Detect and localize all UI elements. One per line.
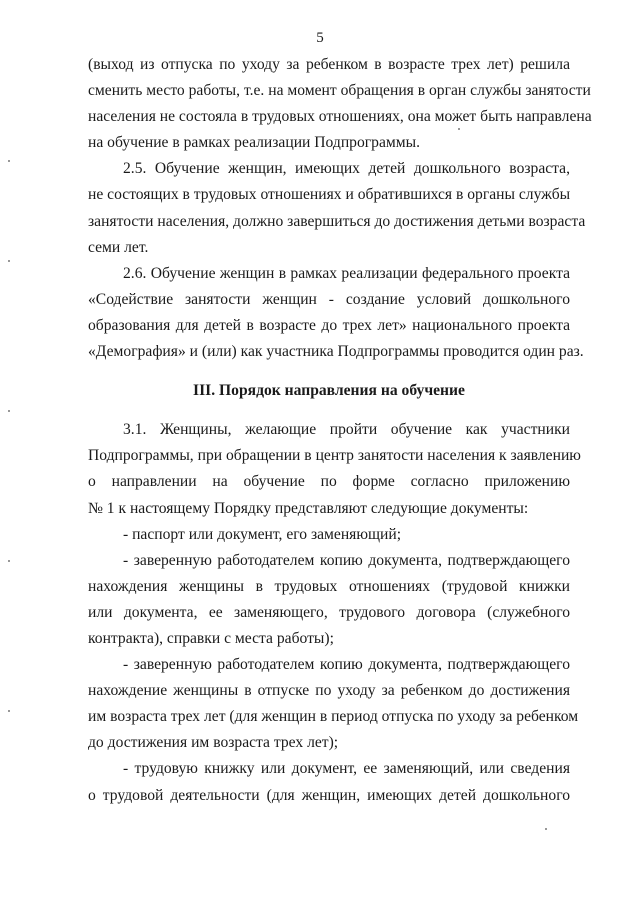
paragraph-2-5 [88, 156, 586, 260]
scan-speck [8, 560, 10, 562]
scan-speck [8, 410, 10, 412]
scan-speck [8, 710, 10, 712]
scan-speck [8, 160, 10, 162]
paragraph-continuation [88, 52, 592, 156]
text-line: до достижения им возраста трех лет); [88, 734, 339, 752]
text-line: «Демография» и (или) как участника Подпрограммы проводится один раз. [88, 343, 584, 361]
list-item-employment-copy [88, 548, 570, 652]
scan-speck [545, 828, 547, 830]
text-line: 3.1. Женщины, желающие пройти обучение как участники [123, 421, 570, 439]
spacer [88, 404, 570, 417]
text-line: занятости населения, должно завершиться до достижения детьми возраста [88, 212, 586, 230]
text-line: контракта), справки с места работы); [88, 629, 334, 647]
text-line: - трудовую книжку или документ, ее заменяющий, или сведения [123, 760, 570, 778]
scan-speck [458, 128, 460, 130]
text-line: (выход из отпуска по уходу за ребенком в возрасте трех лет) решила [88, 56, 570, 73]
list-item-workbook [88, 756, 570, 808]
text-line: образования для детей в возрасте до трех лет» национального проекта [88, 316, 570, 334]
text-line: населения не состояла в трудовых отношениях, она может быть направлена [88, 108, 592, 126]
text-line: «Содействие занятости женщин - создание условий дошкольного [88, 290, 570, 308]
paragraph-3-1 [88, 417, 581, 521]
text-line: семи лет. [88, 238, 149, 256]
spacer [88, 365, 570, 378]
text-line: - заверенную работодателем копию документа, подтверждающего [123, 551, 570, 569]
section-heading: III. Порядок направления на обучение [193, 382, 465, 400]
text-line: - паспорт или документ, его заменяющий; [123, 525, 402, 543]
scan-speck [8, 260, 10, 262]
text-line: № 1 к настоящему Порядку представляют следующие документы: [88, 499, 529, 517]
text-line: нахождения женщины в трудовых отношениях (трудовой книжки [88, 577, 570, 595]
text-line: о направлении на обучение по форме согласно приложению [88, 473, 570, 491]
text-line: на обучение в рамках реализации Подпрограммы. [88, 134, 420, 152]
text-line: - заверенную работодателем копию документа, подтверждающего [123, 656, 570, 674]
text-line: о трудовой деятельности (для женщин, имеющих детей дошкольного [88, 786, 570, 804]
text-line: не состоящих в трудовых отношениях и обратившихся в органы службы [88, 186, 571, 204]
paragraph-2-6 [88, 261, 584, 365]
text-line: нахождение женщины в отпуске по уходу за ребенком до достижения [88, 682, 570, 700]
text-line: сменить место работы, т.е. на момент обращения в орган службы занятости [88, 82, 591, 100]
text-line: Подпрограммы, при обращении в центр занятости населения к заявлению [88, 447, 581, 465]
text-line: 2.5. Обучение женщин, имеющих детей дошкольного возраста, [123, 160, 570, 178]
text-line: или документа, ее заменяющего, трудового договора (служебного [88, 603, 570, 621]
list-item-leave-copy [88, 652, 579, 756]
document-body [88, 52, 592, 809]
page-number: 5 [316, 30, 324, 46]
text-line: им возраста трех лет (для женщин в период отпуска по уходу за ребенком [88, 708, 579, 726]
text-line: 2.6. Обучение женщин в рамках реализации федерального проекта [123, 264, 570, 282]
list-item-passport [88, 522, 570, 548]
